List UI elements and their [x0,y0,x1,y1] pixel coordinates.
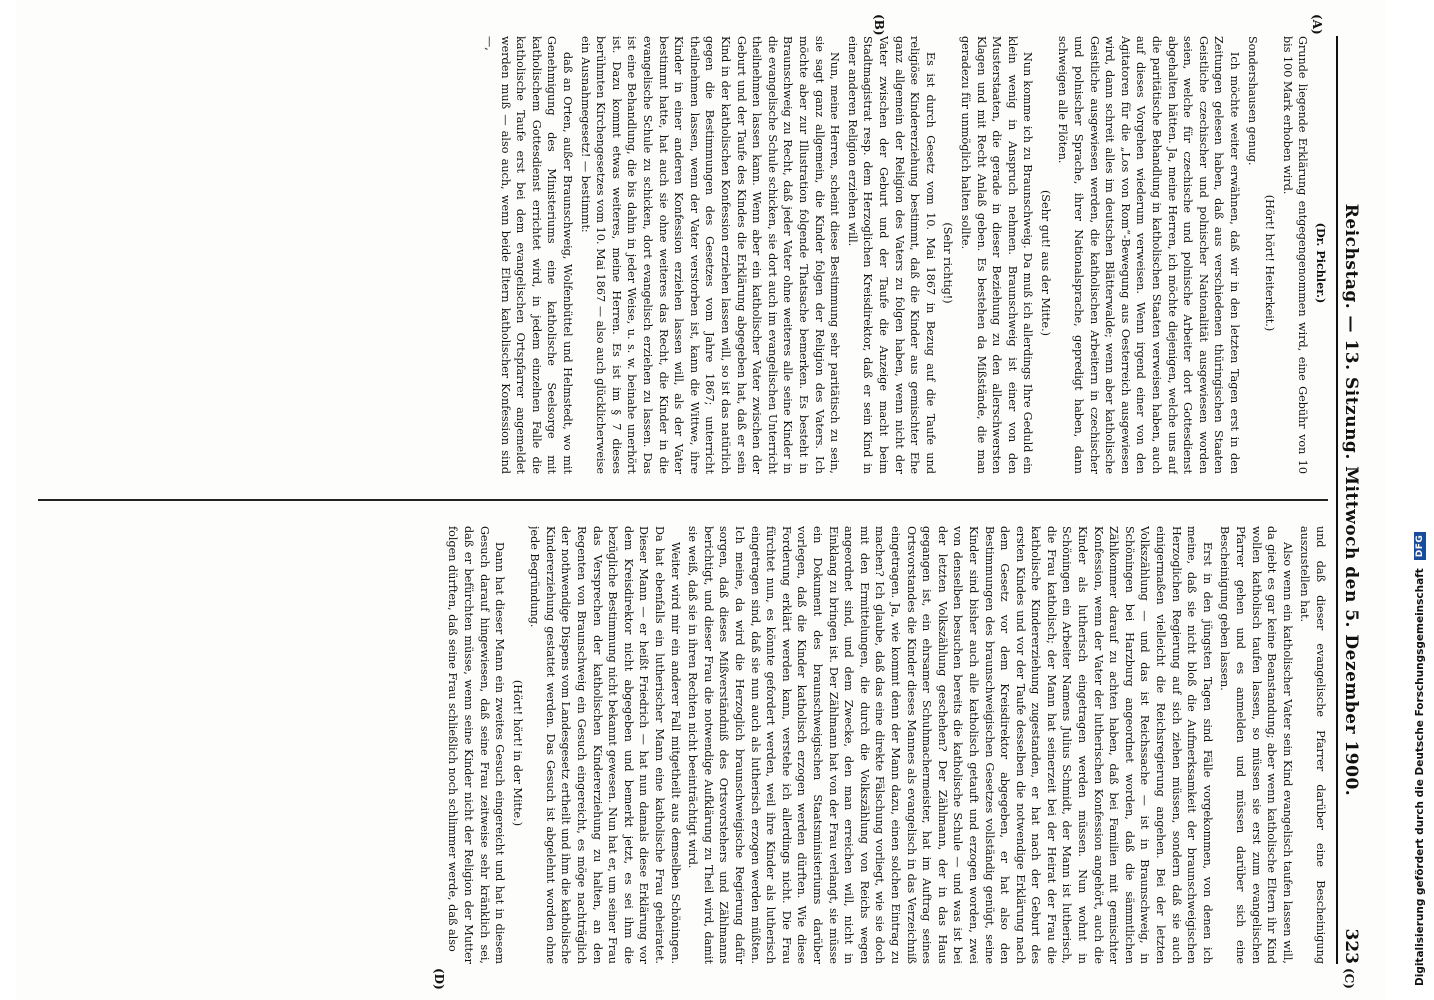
footer-credit: Digitalisierung gefördert durch die Deutsche Forschungsgemeinschaft [1414,568,1426,986]
right-column [28,526,1328,964]
margin-marker-a: (A) [1310,14,1324,35]
paragraph: Ich möchte weiter erwähnen, daß wir in den letzten Tagen erst in den Zeitungen gelesen haben, daß aus verschiedenen thüringischen Staaten Geistliche czechischer und polnischer Nationalität ausgewiesen worden seien, welche für czechische und polnische Arbeiter dort Gottesdienst abgehalten hätten. Ja, meine Herren, ich möchte diejenigen, welche uns auf die paritätische Behandlung in katholischen Staaten verweisen haben, auch auf dieses Vorgehen wiederum verweisen. Wenn irgend einer von den Agitatoren für die „Los von Rom“-Bewegung aus Oesterreich ausgewiesen wird, dann schreit alles im deutschen Blätterwalde; wenn aber katholische Geistliche ausgewiesen werden, die katholischen Arbeitern in czechischer und polnischer Sprache, ihrer Nationalsprache, gepredigt haben, dann schweigen alle Flöten. [1056,36,1242,474]
column-divider [38,499,1328,501]
footer-text-strip [1406,0,1434,1000]
interjection: (Hört! hört! Heiterkeit.) [1263,194,1277,332]
interjection: (Sehr richtig!) [941,222,955,304]
scanned-page [16,0,1386,1000]
paragraph: Sondershausen genug. [1245,36,1259,166]
paragraph: Nun, meine Herren, scheint diese Bestimmung sehr paritätisch zu sein, sie sagt ganz allgemein, die Kinder folgen der Religion des Vaters. Ich möchte aber zur Illustration folgende Thatsache bemerken. Es besteht in Braunschweig zu Recht, daß jeder Vater ohne weiteres alle seine Kinder in die evangelische Schule schicken, sie dort auch im evangelischen Unterricht theilnehmen lassen kann. Wenn aber ein katholischer Vater zwischen der Geburt und der Taufe des Kindes die Erklärung abgegeben hat, daß er sein Kind in der katholischen Konfession erziehen lassen will, so ist das natürlich gegen die Bestimmungen des Gesetzes vom Jahre 1867; unterricht theilnehmen lassen, wenn der Vater verstorben ist, kann die Wittwe, ihre Kinder in einer anderen Konfession erziehen lassen will, als der Vater bestimmt hatte, hat auch sie ohne weiteres das Recht, die Kinder in die evangelische Schule zu schicken, dort evangelisch erziehen zu lassen. Das ist eine Behandlung, die bis dahin in jeder Weise, u. s. w. beinahe unerhört ist. Dazu kommt etwas weiteres, meine Herren. Es ist im § 7 dieses berühmten Kirchengesetzes vom 10. Mai 1867 — also auch glücklicherweise ein Ausnahmegesetz! — bestimmt: [578,36,842,474]
paragraph: Weiter wird mir ein anderer Fall mitgetheilt aus demselben Schöningen. Da hat ebenfalls ein lutherischer Mann eine katholische Frau geheiratet. Dieser Mann — er heißt Friedrich — hat nun damals diese Erklärung vor dem Kreisdirektor nicht abgegeben und bemerkt jetzt, es sei ihm die bezügliche Bestimmung nicht bekannt gewesen. Nun hat er, um seiner Frau das Versprechen der katholischen Kindererziehung zu halten, an den Regenten von Braunschweig ein Gesuch eingereicht, es möge nachträglich der nothwendige Dispens vom Landesgesetz ertheilt und ihm die katholische Kindererziehung gestattet werden. Das Gesuch ist abgelehnt worden ohne jede Begründung. [528,526,682,964]
paragraph: daß an Orten, außer Braunschweig, Wolfenbüttel und Helmstedt, wo mit Genehmigung des Ministeriums eine katholische Seelsorge mit katholischem Gottesdienst errichtet wird, in jedem einzelnen Falle die katholische Taufe erst bei dem evangelischen Ortspfarrer angemeldet werden muß — also auch, wenn beide Eltern katholischer Konfession sind —, [483,36,575,474]
interjection: (Hört! hört! in der Mitte.) [510,679,524,827]
digitization-footer [1406,0,1434,1000]
margin-marker-d: (D) [432,968,446,990]
paragraph: Es ist durch Gesetz vom 10. Mai 1867 in Bezug auf die Taufe und religiöse Kindererziehung bestimmt, daß die Kinder aus gemischter Ehe ganz allgemein der Religion des Vaters zu folgen haben, wenn nicht der Vater zwischen der Geburt und der Taufe die Anzeige macht beim Stadtmagistrat resp. dem Herzoglichen Kreisdirektor, daß er sein Kind in einer anderen Religion erziehen will. [845,36,937,474]
page-number: 323 [1341,928,1361,964]
margin-marker-b: (B) [872,14,886,36]
dfg-logo: DFG [1414,532,1426,561]
paragraph: Dann hat dieser Mann ein zweites Gesuch eingereicht und hat in diesem Gesuch darauf hingewiesen, daß seine Frau zeitweise sehr kränklich sei, daß er befürchten müsse, wenn seine Kinder nicht der Religion der Mutter folgen dürften, daß seine Frau schließlich noch schlimmer werde, daß also [446,526,507,964]
margin-marker-c: (C) [1342,968,1356,989]
speaker-name: (Dr. Pichler.) [1314,222,1328,304]
page-header [1336,36,1370,964]
paragraph: Nun komme ich zu Braunschweig. Da muß ich allerdings Ihre Geduld ein klein wenig in Anspruch nehmen. Braunschweig ist einer von den Musterstaaten, die gerade in dieser Beziehung zu den allerschwersten Klagen und mit Recht Anlaß geben. Es bestehen da Mißstände, die man geradezu für unmöglich halten sollte. [958,36,1035,474]
left-column [28,36,1328,474]
paragraph: Also wenn ein katholischer Vater sein Kind evangelisch taufen lassen will, da giebt es gar keine Beanstandung; aber wenn katholische Eltern ihr Kind wollen katholisch taufen lassen, so müssen sie erst zum evangelischen Pfarrer gehen und es anmelden und müssen darüber sich eine Bescheinigung geben lassen. [1218,526,1294,964]
paragraph: Grunde liegende Erklärung entgegengenommen wird, eine Gebühr von 10 bis 100 Mark erhoben wird. [1280,36,1310,474]
interjection: (Sehr gut! aus der Mitte.) [1038,189,1052,337]
paragraph: Erst in den jüngsten Tagen sind Fälle vorgekommen, von denen ich meine, daß sie nicht bloß die Aufmerksamkeit der braunschweigischen Herzoglichen Regierung auf sich ziehen müssen, sondern daß sie auch einigermaßen vielleicht die Reichsregierung angehen. Bei der letzten Volkszählung — und das ist Reichssache — ist in Braunschweig, in Schöningen bei Harzburg angeordnet worden, daß die sämmtlichen Zählkommer darauf zu achten haben, daß bei Familien mit gemischter Konfession, wenn der Vater der lutherischen Konfession angehört, auch die Kinder als lutherisch eingetragen werden müssen. Nun wohnt in Schöningen ein Arbeiter Namens Julius Schmidt, der Mann ist lutherisch, die Frau katholisch; der Mann hat seinerzeit bei der Heirat der Frau die katholische Kindererziehung zugestanden, er hat nach der Geburt des ersten Kindes und vor der Taufe desselben die notwendige Erklärung nach dem Gesetz vor dem Kreisdirektor abgegeben, er hat also den Bestimmungen des braunschweigischen Gesetzes vollständig genügt, seine Kinder sind bisher auch alle katholisch getauft und erzogen worden, zwei von denselben besuchen bereits die katholische Schule — und was ist bei der letzten Volkszählung geschehen? Der Zählmann, der in das Haus gegangen ist, ein ehrsamer Schuhmachermeister, hat im Auftrag seines Ortsvorstandes die Kinder dieses Mannes als evangelisch in das Verzeichniß eingetragen. Ja, wie kommt denn der Mann dazu, einen solchen Eintrag zu machen? Ich glaube, daß das eine direkte Fälschung vorliegt, wie sie doch mit den Ermittelungen, die durch die Volkszählung von Reichs wegen angeordnet sind, und dem Zwecke, den man erreichen will, nicht in Einklang zu bringen ist. Der Zählmann hat von der Frau verlangt, sie müsse ein Dokument des braunschweigischen Staatsministeriums darüber vorlegen, daß die Kinder katholisch erzogen werden dürften. Wie diese Forderung erklärt werden kann, verstehe ich allerdings nicht. Die Frau fürchtet nun, es könnte gefordert werden, weil ihre Kinder als lutherisch eingetragen sind, daß sie nun auch als lutherisch erzogen werden müßten. Ich meine, da wird die Herzoglich braunschweigische Regierung dafür sorgen, daß dieses Mißverständniß des Ortsvorstehers und Zählmanns berichtigt, und dieser Frau die notwendige Aufklärung zu Theil wird, damit sie weiß, daß sie in ihren Rechten nicht beeinträchtigt wird. [686,526,1214,964]
paragraph: und daß dieser evangelische Pfarrer darüber eine Bescheinigung auszustellen hat. [1298,526,1327,964]
header-title: Reichstag. — 13. Sitzung. Mittwoch den 5. Dezember 1900. [1341,203,1361,797]
